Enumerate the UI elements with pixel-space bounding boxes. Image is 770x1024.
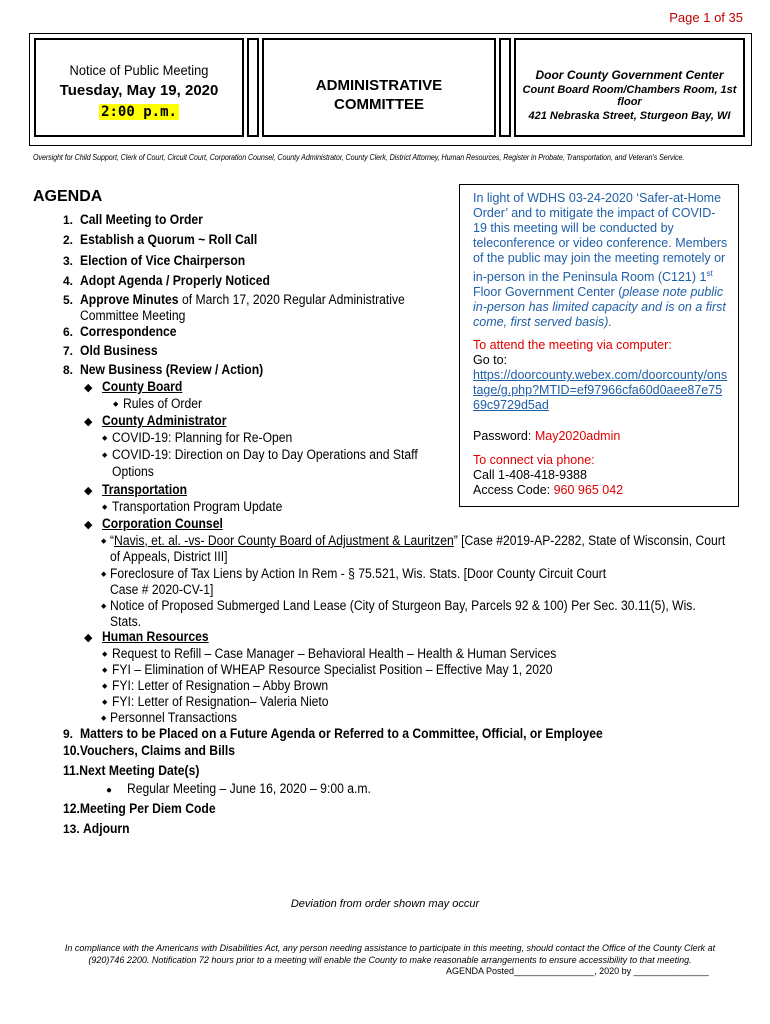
navis-case-cont: of Appeals, District III] <box>110 549 228 564</box>
covid-direction: ◆ COVID-19: Direction on Day to Day Operations and Staff <box>102 447 418 462</box>
diamond-bullet-icon: ◆ <box>102 434 108 442</box>
diamond-bullet-icon: ◆ <box>102 698 108 706</box>
agenda-item-12: 12.Meeting Per Diem Code <box>63 801 216 816</box>
hr-item-refill: ◆ Request to Refill – Case Manager – Behavioral Health – Health & Human Services <box>102 646 557 661</box>
ada-notice: In compliance with the Americans with Disabilities Act, any person needing assistance to participate in this meeting, should contact the Office of the County Clerk at (920)746 2200. Notification 72 hours prior to a meeting will enable the County to make reasonable arrangements to ensure accessibility to that meeting. <box>64 943 716 965</box>
diamond-bullet-icon: ◆ <box>101 602 107 610</box>
agenda-item-5: 5. Approve Minutes of March 17, 2020 Regular Administrative <box>63 292 405 307</box>
agenda-item-11: 11.Next Meeting Date(s) <box>63 763 200 778</box>
location-line2: Count Board Room/Chambers Room, 1st floor <box>522 84 737 108</box>
foreclosure-item: ◆ Foreclosure of Tax Liens by Action In Rem - § 75.521, Wis. Stats. [Door County Circuit Court <box>101 566 607 581</box>
agenda-item-9: 9. Matters to be Placed on a Future Agenda or Referred to a Committee, Official, or Employee <box>63 726 603 741</box>
header-divider <box>247 38 259 137</box>
land-lease-item: ◆ Notice of Proposed Submerged Land Lease (City of Sturgeon Bay, Parcels 92 & 100) Per Sec. 30.11(5), Wis. <box>101 598 696 613</box>
transportation-update: ◆ Transportation Program Update <box>102 499 283 514</box>
agenda-item-13: 13. Adjourn <box>63 821 130 836</box>
diamond-bullet-icon: ◆ <box>101 537 107 545</box>
location-line3: 421 Nebraska Street, Sturgeon Bay, WI <box>528 110 731 122</box>
location-line1: Door County Government Center <box>535 68 724 82</box>
transportation-heading: ◆ Transportation <box>84 481 197 500</box>
hr-item-wheap: ◆ FYI – Elimination of WHEAP Resource Specialist Position – Effective May 1, 2020 <box>102 662 553 677</box>
diamond-bullet-icon: ◆ <box>102 451 108 459</box>
agenda-item-5-cont: Committee Meeting <box>80 308 186 323</box>
computer-heading: To attend the meeting via computer: <box>473 338 672 353</box>
deviation-note: Deviation from order shown may occur <box>290 898 480 910</box>
committee-box <box>262 38 496 137</box>
diamond-bullet-icon: ◆ <box>84 416 93 428</box>
phone-heading: To connect via phone: <box>473 453 595 468</box>
goto-label: Go to: <box>473 353 508 368</box>
diamond-bullet-icon: ◆ <box>84 485 93 497</box>
agenda-item-4: 4. Adopt Agenda / Properly Noticed <box>63 273 270 288</box>
covid-notice: In light of WDHS 03-24-2020 ‘Safer-at-Home Order’ and to mitigate the impact of COVID-19 this meeting will be conducted by teleconference or video conference. Members of the public may join the meeting remotely or in-person in the Peninsula Room (C121) 1st Floor Government Center (please note public in-person has limited capacity and is on a first come, first served basis). <box>473 191 728 330</box>
diamond-bullet-icon: ◆ <box>84 632 93 644</box>
agenda-title: AGENDA <box>33 188 103 205</box>
hr-item-resignation-nieto: ◆ FYI: Letter of Resignation– Valeria Nieto <box>102 694 329 709</box>
agenda-item-6: 6. Correspondence <box>63 324 177 339</box>
location-box <box>514 38 745 137</box>
bullet-icon: ● <box>106 785 113 796</box>
diamond-bullet-icon: ◆ <box>102 682 108 690</box>
diamond-bullet-icon: ◆ <box>84 519 93 531</box>
diamond-bullet-icon: ◆ <box>113 400 119 408</box>
land-lease-item-cont: Stats. <box>110 614 142 629</box>
agenda-item-2: 2. Establish a Quorum ~ Roll Call <box>63 232 258 247</box>
notice-label: Notice of Public Meeting <box>69 62 209 78</box>
county-board-heading: ◆ County Board <box>84 378 191 397</box>
phone-number: Call 1-408-418-9388 <box>473 468 587 483</box>
diamond-bullet-icon: ◆ <box>101 570 107 578</box>
webex-link[interactable]: https://doorcounty.webex.com/doorcounty/onstage/g.php?MTID=ef97966cfa60d0aee87e7569c9729d5ad <box>473 368 728 413</box>
navis-case: ◆ “Navis, et. al. -vs- Door County Board of Adjustment & Lauritzen” [Case #2019-AP-2282, State of Wisconsin, Court <box>101 533 726 548</box>
diamond-bullet-icon: ◆ <box>102 503 108 511</box>
hr-item-personnel: ◆ Personnel Transactions <box>101 710 237 725</box>
foreclosure-item-cont: Case # 2020-CV-1] <box>110 582 214 597</box>
agenda-item-8: 8. New Business (Review / Action) <box>63 362 264 377</box>
covid-planning: ◆ COVID-19: Planning for Re-Open <box>102 430 293 445</box>
committee-name-line2: COMMITTEE <box>334 96 424 113</box>
meeting-date: Tuesday, May 19, 2020 <box>59 82 219 99</box>
diamond-bullet-icon: ◆ <box>102 666 108 674</box>
diamond-bullet-icon: ◆ <box>101 714 107 722</box>
county-admin-heading: ◆ County Administrator <box>84 412 240 431</box>
diamond-bullet-icon: ◆ <box>84 382 93 394</box>
header-divider <box>499 38 511 137</box>
posted-line: AGENDA Posted________________, 2020 by _______________ <box>446 966 709 976</box>
rules-of-order: ◆ Rules of Order <box>113 396 203 411</box>
access-code-line: Access Code: 960 965 042 <box>473 483 624 498</box>
next-meeting-date: ● Regular Meeting – June 16, 2020 – 9:00 a.m. <box>106 780 398 799</box>
remote-access-box <box>459 184 739 507</box>
agenda-item-7: 7. Old Business <box>63 343 158 358</box>
committee-name-line1: ADMINISTRATIVE <box>315 77 443 94</box>
navis-case-link[interactable]: Navis, et. al. -vs- Door County Board of Adjustment & Lauritzen <box>114 533 454 548</box>
agenda-item-3: 3. Election of Vice Chairperson <box>63 253 246 268</box>
agenda-item-1: 1. Call Meeting to Order <box>63 212 203 227</box>
agenda-item-10: 10.Vouchers, Claims and Bills <box>63 743 235 758</box>
hr-item-resignation-brown: ◆ FYI: Letter of Resignation – Abby Brown <box>102 678 329 693</box>
corp-counsel-heading: ◆ Corporation Counsel <box>84 515 236 534</box>
covid-direction-cont: Options <box>112 464 154 479</box>
page-number: Page 1 of 35 <box>669 10 743 25</box>
meeting-time: 2:00 p.m. <box>101 104 177 120</box>
meeting-notice-box <box>34 38 244 137</box>
password-line: Password: May2020admin <box>473 429 621 444</box>
diamond-bullet-icon: ◆ <box>102 650 108 658</box>
oversight-line: Oversight for Child Support, Clerk of Court, Circuit Court, Corporation Counsel, County Administrator, County Clerk, District Attorney, Human Resources, Register in Probate, Transportation, and Veteran’s Service. <box>33 152 685 162</box>
hr-heading: ◆ Human Resources <box>84 628 221 647</box>
